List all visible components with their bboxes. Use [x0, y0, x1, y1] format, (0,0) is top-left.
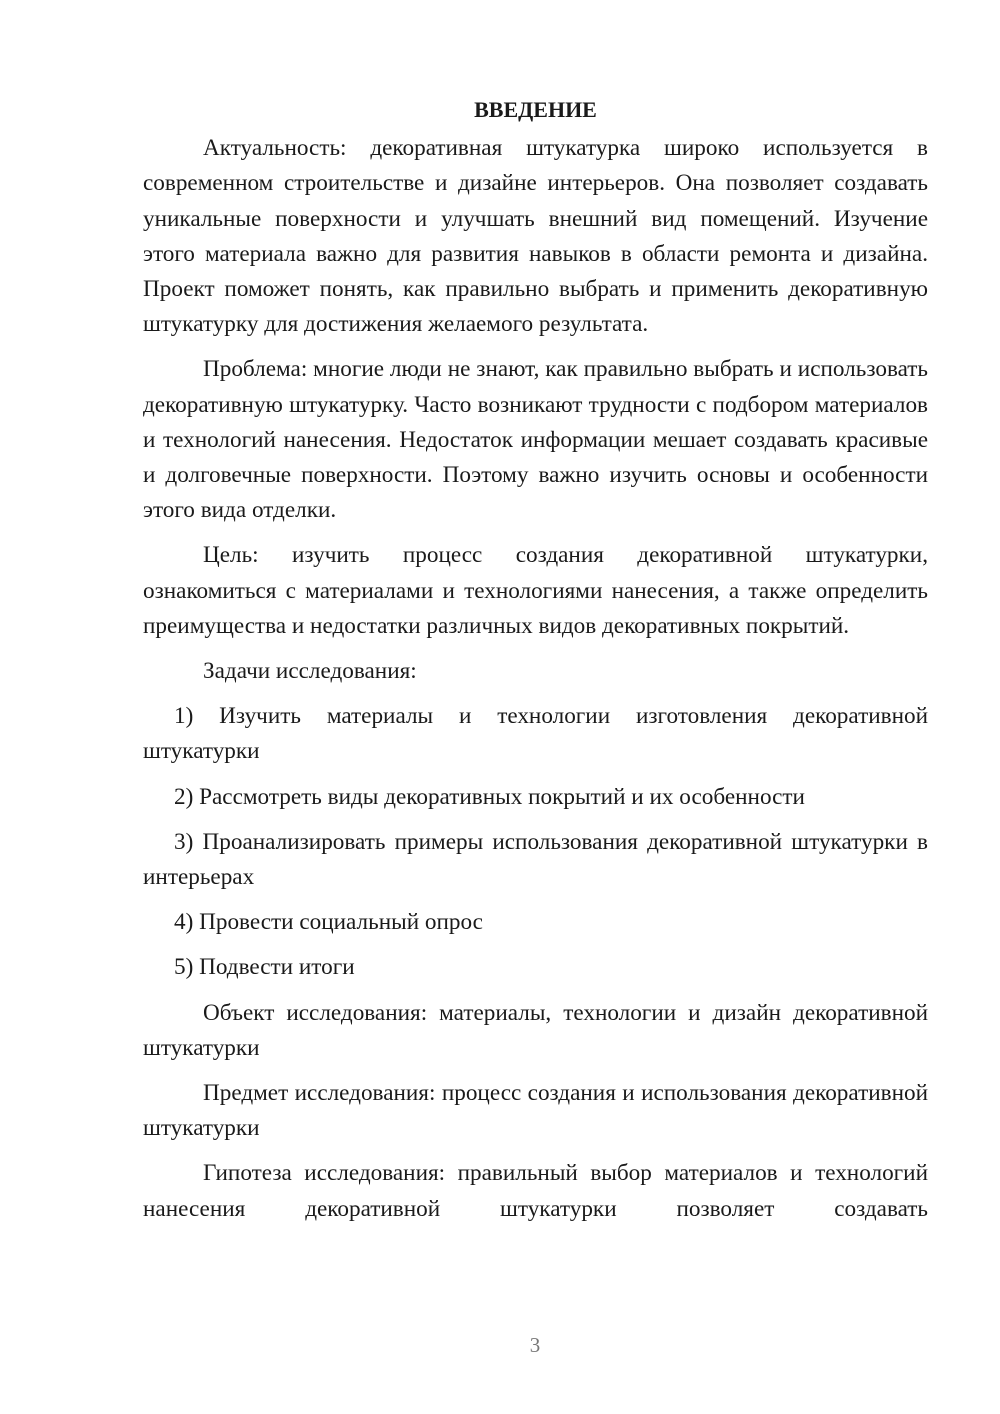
paragraph-object: Объект исследования: материалы, технологии и дизайн декоративной штукатурки	[143, 999, 928, 1061]
paragraph-hypothesis: Гипотеза исследования: правильный выбор материалов и технологий нанесения декоративной штукатурки позволяет создавать	[143, 1160, 928, 1222]
paragraph-relevance: Актуальность: декоративная штукатурка широко используется в современном строительстве и дизайне интерьеров. Она позволяет создавать уникальные поверхности и улучшать внешний вид помещений. Изучение этого материала важно для развития навыков в области ремонта и дизайна. Проект поможет понять, как правильно выбрать и применить декоративную штукатурку для достижения желаемого результата.	[143, 135, 928, 338]
list-item: 4) Провести социальный опрос	[174, 909, 483, 936]
paragraph-subject: Предмет исследования: процесс создания и использования декоративной штукатурки	[143, 1080, 928, 1142]
tasks-label: Задачи исследования:	[203, 658, 417, 685]
paragraph-goal: Цель: изучить процесс создания декоративной штукатурки, ознакомиться с материалами и технологиями нанесения, а также определить преимущества и недостатки различных видов декоративных покрытий.	[143, 542, 928, 639]
paragraph-problem: Проблема: многие люди не знают, как правильно выбрать и использовать декоративную штукатурку. Часто возникают трудности с подбором материалов и технологий нанесения. Недостаток информации мешает создавать красивые и долговечные поверхности. Поэтому важно изучить основы и особенности этого вида отделки.	[143, 356, 928, 524]
list-item: 5) Подвести итоги	[174, 954, 355, 981]
document-page	[143, 92, 928, 1237]
list-item: 2) Рассмотреть виды декоративных покрытий и их особенности	[174, 783, 805, 810]
list-item: 1) Изучить материалы и технологии изготовления декоративной штукатурки	[143, 703, 928, 765]
page-number: 3	[529, 1333, 541, 1357]
tasks-list	[143, 699, 928, 985]
list-item: 3) Проанализировать примеры использования декоративной штукатурки в интерьерах	[143, 828, 928, 891]
page-title: ВВЕДЕНИЕ	[474, 97, 597, 122]
